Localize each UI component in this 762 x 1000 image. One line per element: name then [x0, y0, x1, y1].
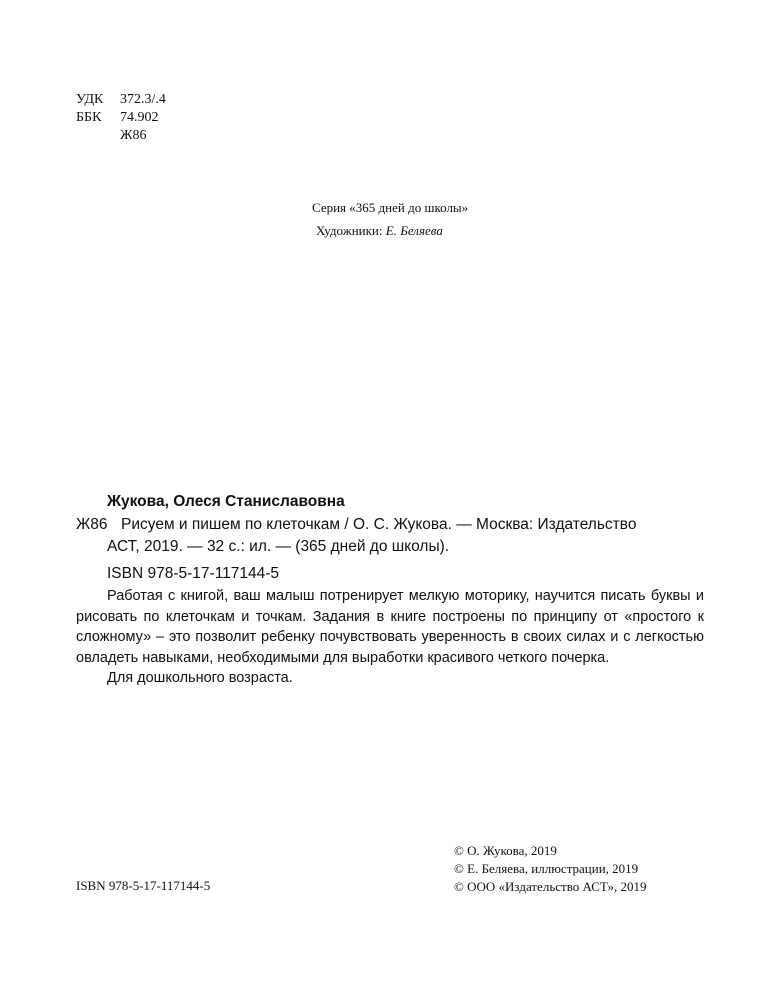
bibliographic-code: Ж86	[76, 516, 108, 533]
copyright-line: © Е. Беляева, иллюстрации, 2019	[454, 861, 639, 876]
classification-block	[76, 91, 166, 145]
annotation-text: Работая с книгой, ваш малыш потренирует мелкую моторику, научится писать буквы и рисовать по клеточкам и точкам. Задания в книге построены по принципу от «простого к сложному» – это позволит ребенку почувствовать уверенность в своих силах и с легкостью овладеть навыками, необходимыми для выработки красивого четкого почерка.	[76, 588, 704, 666]
udk-value: 372.3/.4	[120, 92, 166, 107]
artists-name: Е. Беляева	[385, 223, 443, 238]
bibliographic-title-line-2: АСТ, 2019. — 32 с.: ил. — (365 дней до школы).	[107, 538, 450, 555]
bbk-row	[76, 109, 166, 127]
annotation	[76, 586, 704, 689]
bbk-value: 74.902	[120, 110, 159, 125]
bibliographic-title-line-1: Рисуем и пишем по клеточкам / О. С. Жукова. — Москва: Издательство	[121, 516, 637, 533]
copyright-line: © О. Жукова, 2019	[454, 843, 557, 858]
bbk-label: ББК	[76, 110, 102, 125]
series-block	[312, 196, 468, 242]
bibliographic-author: Жукова, Олеся Станиславовна	[107, 493, 345, 510]
copyright-line: © ООО «Издательство АСТ», 2019	[454, 879, 647, 894]
copyright-block	[454, 842, 647, 896]
bibliographic-isbn: ISBN 978-5-17-117144-5	[107, 565, 280, 582]
udk-row	[76, 91, 166, 109]
series-line: Серия «365 дней до школы»	[312, 200, 469, 215]
author-sign: Ж86	[120, 128, 147, 143]
footer-isbn: ISBN 978-5-17-117144-5	[76, 878, 211, 893]
author-sign-row	[76, 127, 166, 145]
udk-label: УДК	[76, 92, 104, 107]
artists-line	[312, 219, 468, 242]
artists-label: Художники:	[316, 223, 383, 238]
annotation-age: Для дошкольного возраста.	[107, 670, 293, 686]
